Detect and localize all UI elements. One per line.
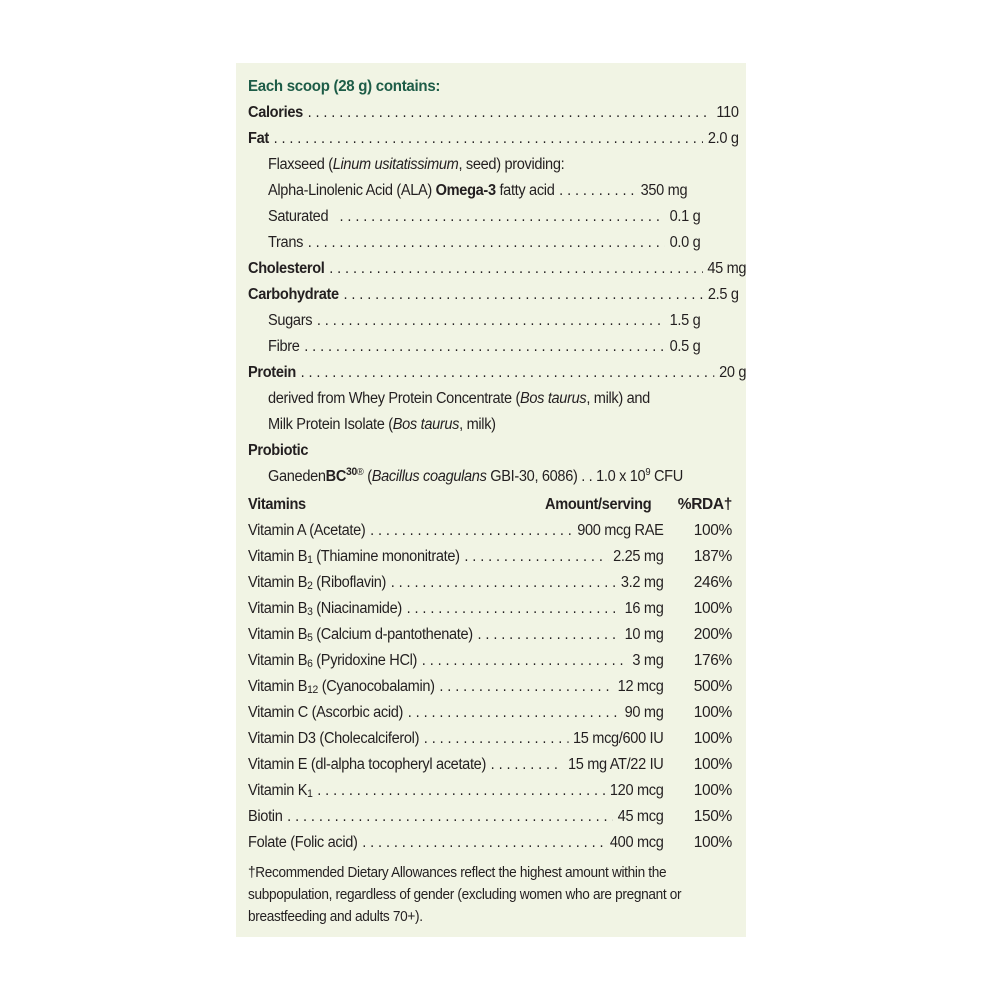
ala-label: Alpha-Linolenic Acid (ALA) Omega-3 fatty acid [268, 182, 555, 199]
vitamin-rda: 100% [693, 834, 732, 851]
vitamin-rda: 500% [693, 678, 732, 695]
vitamin-rda: 100% [693, 600, 732, 617]
vitamin-rda: 200% [693, 626, 732, 643]
vitamin-amount: 3.2 mg [620, 574, 664, 591]
fat-value: 2.0 g [707, 130, 739, 147]
vitamin-row [248, 674, 663, 700]
carbohydrate-value: 2.5 g [707, 286, 739, 303]
carbohydrate-label: Carbohydrate [248, 286, 339, 303]
fat-label: Fat [248, 130, 269, 147]
vitamin-name: Vitamin $B_5$ (Calcium d-pantothenate) [248, 626, 473, 644]
sugars-label: Sugars [268, 312, 313, 329]
probiotic-heading: Probiotic [248, 442, 309, 459]
vitamin-amount: 45 mcg [617, 808, 664, 825]
vitamin-name: Biotin [248, 808, 283, 825]
vitamin-row [248, 544, 663, 570]
vitamin-name: Vitamin $K_1$ [248, 782, 313, 800]
vitamin-rda: 100% [693, 782, 732, 799]
vitamin-amount: 12 mcg [617, 678, 664, 695]
trans-row [268, 230, 700, 256]
vitamin-amount: 400 mcg [609, 834, 664, 851]
vitamin-name: Folate (Folic acid) [248, 834, 358, 851]
fat-row [248, 126, 739, 152]
ala-row [268, 178, 687, 204]
vitamin-rda: 100% [693, 756, 732, 773]
vitamin-amount: 10 mg [624, 626, 664, 643]
serving-header: Each scoop (28 g) contains: [248, 78, 441, 95]
vitamin-amount: 15 mcg/600 IU [572, 730, 664, 747]
vitamin-row [248, 700, 663, 726]
vitamin-rda: 187% [693, 548, 732, 565]
vitamin-row [248, 778, 663, 804]
vitamin-amount: 90 mg [624, 704, 664, 721]
probiotic-line: GanedenBC$^{30®}$ (Bacillus coagulans GBI-30, 6086) . . 1.0 x $10^9$ CFU [268, 466, 683, 485]
vitamin-name: Vitamin C (Ascorbic acid) [248, 704, 404, 721]
vitamin-row [248, 622, 663, 648]
vitamin-row [248, 752, 663, 778]
vitamin-name: Vitamin $B_1$ (Thiamine mononitrate) [248, 548, 460, 566]
trans-label: Trans [268, 234, 304, 251]
protein-label: Protein [248, 364, 296, 381]
vitamin-amount: 3 mg [632, 652, 664, 669]
rda-heading: %RDA† [677, 496, 732, 513]
vitamin-rda: 100% [693, 704, 732, 721]
protein-value: 20 g [719, 364, 747, 381]
vitamin-row [248, 596, 663, 622]
vitamin-rda: 246% [693, 574, 732, 591]
fibre-value: 0.5 g [669, 338, 701, 355]
vitamin-name: Vitamin $B_2$ (Riboflavin) [248, 574, 387, 592]
amount-serving-heading: Amount/serving [545, 496, 652, 513]
sugars-row [268, 308, 700, 334]
cholesterol-value: 45 mg [707, 260, 747, 277]
saturated-value: 0.1 g [669, 208, 701, 225]
calories-row [248, 100, 739, 126]
vitamin-rda: 150% [693, 808, 732, 825]
vitamin-amount: 2.25 mg [613, 548, 664, 565]
rda-footnote: †Recommended Dietary Allowances reflect the highest amount within the subpopulation, regardless of gender (excluding women who are pregnant or breastfeeding and adults 70+). [248, 865, 682, 925]
saturated-row [268, 204, 700, 230]
protein-source-line-2: Milk Protein Isolate (Bos taurus, milk) [268, 416, 496, 433]
protein-source-line-1: derived from Whey Protein Concentrate (Bos taurus, milk) and [268, 390, 650, 407]
vitamin-amount: 120 mcg [609, 782, 664, 799]
vitamin-name: Vitamin E (dl-alpha tocopheryl acetate) [248, 756, 486, 773]
vitamin-amount: 15 mg AT/22 IU [567, 756, 664, 773]
flaxseed-line: Flaxseed (Linum usitatissimum, seed) providing: [268, 156, 565, 173]
vitamin-name: Vitamin D3 (Cholecalciferol) [248, 730, 420, 747]
vitamin-rda: 100% [693, 522, 732, 539]
vitamin-amount: 16 mg [624, 600, 664, 617]
vitamin-amount: 900 mcg RAE [577, 522, 664, 539]
vitamin-rda: 176% [693, 652, 732, 669]
vitamin-name: Vitamin $B_{12}$ (Cyanocobalamin) [248, 678, 435, 696]
vitamin-rda: 100% [693, 730, 732, 747]
ala-value: 350 mg [640, 182, 688, 199]
carbohydrate-row [248, 282, 739, 308]
calories-label: Calories [248, 104, 303, 121]
vitamin-name: Vitamin A (Acetate) [248, 522, 366, 539]
trans-value: 0.0 g [669, 234, 701, 251]
vitamin-row [248, 648, 663, 674]
calories-value: 110 [716, 104, 739, 121]
vitamin-row [248, 518, 663, 544]
protein-row [248, 360, 746, 386]
fibre-label: Fibre [268, 338, 300, 355]
vitamin-row [248, 726, 663, 752]
cholesterol-row [248, 256, 746, 282]
vitamin-name: Vitamin $B_6$ (Pyridoxine HCl) [248, 652, 418, 670]
sugars-value: 1.5 g [669, 312, 701, 329]
fibre-row [268, 334, 700, 360]
vitamin-row [248, 570, 663, 596]
saturated-label: Saturated [268, 208, 329, 225]
vitamin-row [248, 830, 663, 856]
vitamins-heading: Vitamins [248, 496, 306, 513]
cholesterol-label: Cholesterol [248, 260, 325, 277]
vitamin-row [248, 804, 663, 830]
vitamin-name: Vitamin $B_3$ (Niacinamide) [248, 600, 402, 618]
